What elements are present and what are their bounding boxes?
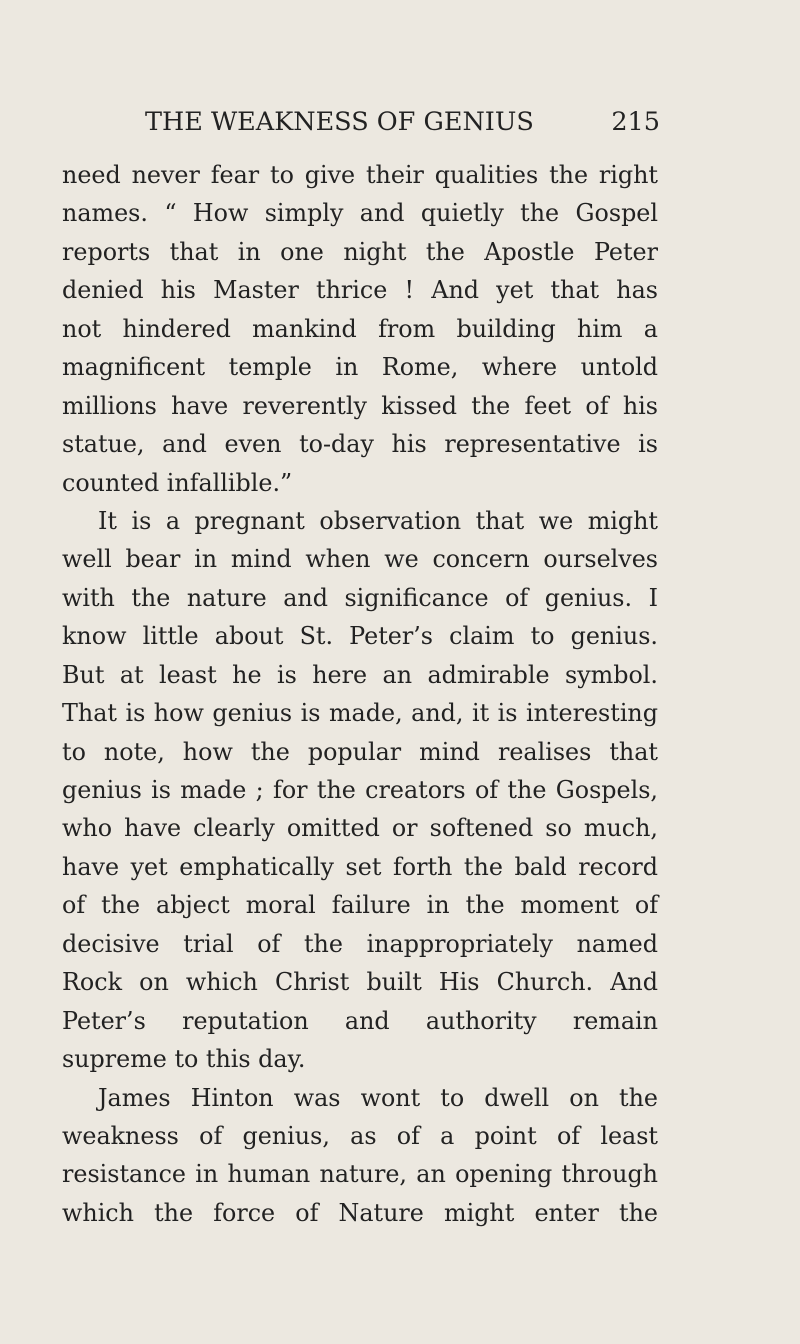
running-title: THE WEAKNESS OF GENIUS xyxy=(145,107,534,137)
text-line: counted infallible.” xyxy=(62,468,293,497)
text-line: have yet emphatically set forth the bald record xyxy=(62,852,658,881)
text-line: to note, how the popular mind realises that xyxy=(62,737,658,766)
text-line: know little about St. Peter’s claim to genius. xyxy=(62,622,658,651)
text-line: But at least he is here an admirable symbol. xyxy=(62,660,658,689)
paragraph-start-line: It is a pregnant observation that we might xyxy=(98,506,658,535)
text-line: reports that in one night the Apostle Peter xyxy=(62,237,658,266)
text-line: weakness of genius, as of a point of least xyxy=(62,1121,658,1150)
body-text xyxy=(62,156,658,1232)
page-number: 215 xyxy=(611,107,660,137)
text-line: with the nature and significance of genius. I xyxy=(62,583,658,612)
text-line: who have clearly omitted or softened so much, xyxy=(62,814,658,843)
running-header xyxy=(145,104,660,140)
text-line: genius is made ; for the creators of the Gospels, xyxy=(62,776,658,804)
text-line: magnificent temple in Rome, where untold xyxy=(62,353,658,382)
text-line: supreme to this day. xyxy=(62,1045,306,1074)
text-line: Rock on which Christ built His Church. And xyxy=(62,968,658,997)
text-line: names. “ How simply and quietly the Gospel xyxy=(62,199,658,228)
paragraph-start-line: James Hinton was wont to dwell on the xyxy=(98,1083,658,1112)
text-line: which the force of Nature might enter the xyxy=(62,1198,658,1227)
text-line: That is how genius is made, and, it is interesting xyxy=(62,699,658,728)
text-line: millions have reverently kissed the feet of his xyxy=(62,391,658,420)
text-line: of the abject moral failure in the moment of xyxy=(62,891,658,920)
text-line: need never fear to give their qualities the right xyxy=(62,161,658,189)
text-line: Peter’s reputation and authority remain xyxy=(62,1006,658,1035)
text-line: decisive trial of the inappropriately named xyxy=(62,929,658,958)
text-line: well bear in mind when we concern ourselves xyxy=(62,545,658,574)
text-line: statue, and even to-day his representative is xyxy=(62,430,658,459)
text-line: denied his Master thrice ! And yet that has xyxy=(62,276,658,305)
text-line: resistance in human nature, an opening through xyxy=(62,1160,658,1189)
text-line: not hindered mankind from building him a xyxy=(62,314,658,343)
